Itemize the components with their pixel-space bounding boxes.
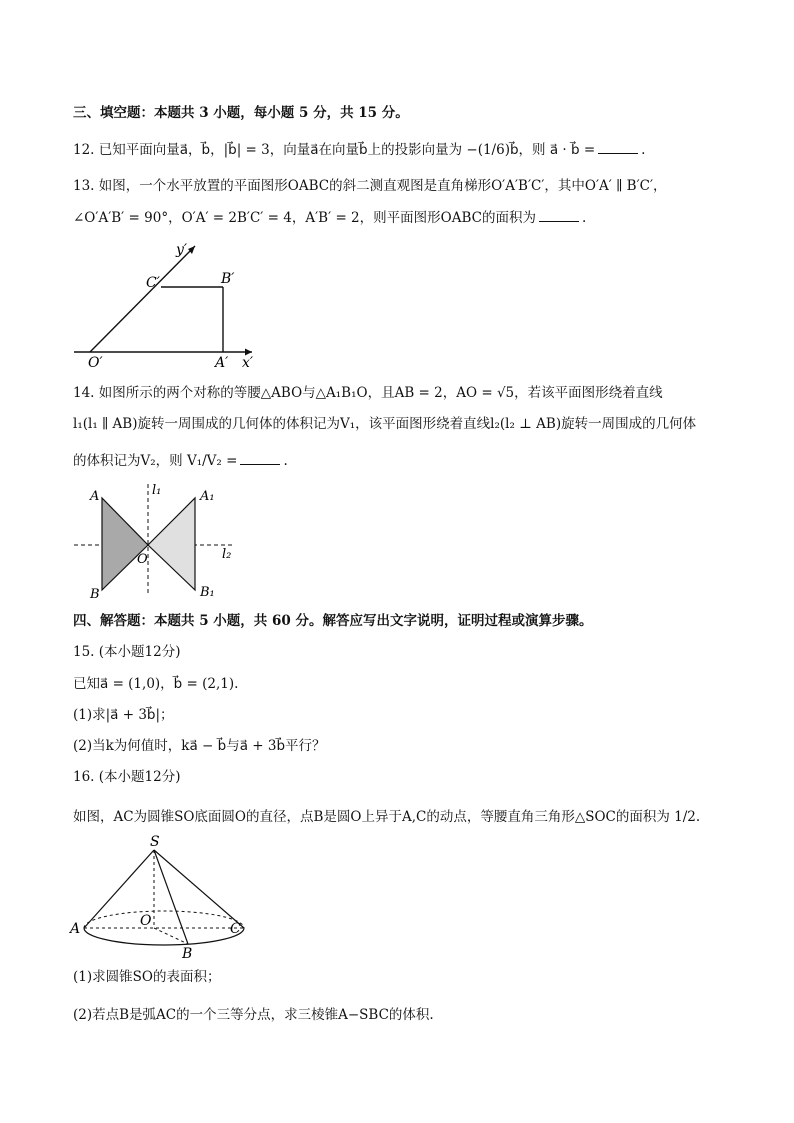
question-15-part2: (2)当k为何值时，ka⃗ − b⃗与a⃗ + 3b⃗平行？	[73, 738, 326, 754]
label-a: A′	[215, 355, 229, 370]
triangle-a1b1o	[148, 498, 195, 590]
label-s: S	[150, 834, 160, 850]
answer-blank-14	[240, 452, 280, 465]
y-axis	[90, 246, 195, 352]
question-15-given: 已知a⃗ = (1,0)，b⃗ = (2,1).	[73, 676, 239, 692]
label-a: A	[70, 921, 81, 937]
triangle-abo	[102, 498, 148, 590]
question-12-end: .	[641, 142, 646, 158]
section3-heading: 三、填空题：本题共 3 小题，每小题 5 分，共 15 分。	[73, 105, 409, 121]
question-15-part1: (1)求|a⃗ + 3b⃗|；	[73, 707, 174, 723]
label-b: B′	[221, 271, 235, 287]
question-13-line1: 13. 如图，一个水平放置的平面图形OABC的斜二测直观图是直角梯形O′A′B′C′，其中O′A′ ∥ B′C′，	[73, 178, 667, 194]
question-14-line1: 14. 如图所示的两个对称的等腰△ABO与△A₁B₁O，且AB = 2，AO = √5，若该平面图形绕着直线	[73, 385, 663, 401]
label-c: C′	[146, 275, 160, 291]
label-a1: A₁	[200, 489, 215, 504]
label-c: C	[230, 921, 241, 937]
question-16-title: 16. (本小题12分)	[73, 769, 181, 785]
base-back-arc	[84, 911, 244, 928]
label-x: x′	[242, 355, 254, 370]
question-14-end: .	[283, 453, 288, 469]
label-b: B	[90, 587, 100, 602]
question-12	[73, 141, 645, 159]
label-b1: B₁	[200, 585, 215, 600]
label-a: A	[90, 489, 100, 504]
base-front-arc	[84, 928, 244, 945]
label-o: O′	[88, 355, 103, 370]
section4-heading: 四、解答题：本题共 5 小题，共 60 分。解答应写出文字说明，证明过程或演算步骤。	[73, 613, 593, 629]
label-o: O	[140, 913, 152, 929]
question-16-part2: (2)若点B是弧AC的一个三等分点，求三棱锥A−SBC的体积.	[73, 1007, 434, 1023]
question-15-title: 15. (本小题12分)	[73, 644, 181, 660]
question-14-line2: l₁(l₁ ∥ AB)旋转一周围成的几何体的体积记为V₁，该平面图形绕着直线l₂(l₂ ⊥ AB)旋转一周围成的几何体	[73, 416, 697, 432]
figure-16-cone	[66, 830, 256, 964]
question-16-part1: (1)求圆锥SO的表面积；	[73, 969, 221, 985]
question-12-text: 12. 已知平面向量a⃗，b⃗，|b⃗| = 3，向量a⃗在向量b⃗上的投影向量为 −(1/6)b⃗，则 a⃗ · b⃗ =	[73, 142, 596, 158]
question-14-text: 的体积记为V₂，则 V₁/V₂ =	[73, 453, 238, 469]
label-o: O	[137, 552, 148, 567]
label-y: y′	[176, 242, 188, 258]
figure-14-bowtie	[70, 478, 250, 602]
label-l1: l₁	[152, 483, 162, 498]
question-13-end: .	[581, 210, 587, 226]
figure-13-trapezoid	[70, 236, 270, 370]
question-14-line3	[73, 452, 288, 470]
label-b: B	[182, 946, 193, 962]
question-13-text: ∠O′A′B′ = 90°，O′A′ = 2B′C′ = 4，A′B′ = 2，则平面图形OABC的面积为	[73, 210, 536, 226]
label-l2: l₂	[222, 547, 232, 562]
answer-blank-13	[539, 209, 579, 222]
answer-blank-12	[598, 141, 638, 154]
question-13-line2	[73, 209, 586, 227]
question-16-given: 如图，AC为圆锥SO底面圆O的直径，点B是圆O上异于A,C的动点，等腰直角三角形△SOC的面积为 1/2.	[73, 809, 701, 825]
